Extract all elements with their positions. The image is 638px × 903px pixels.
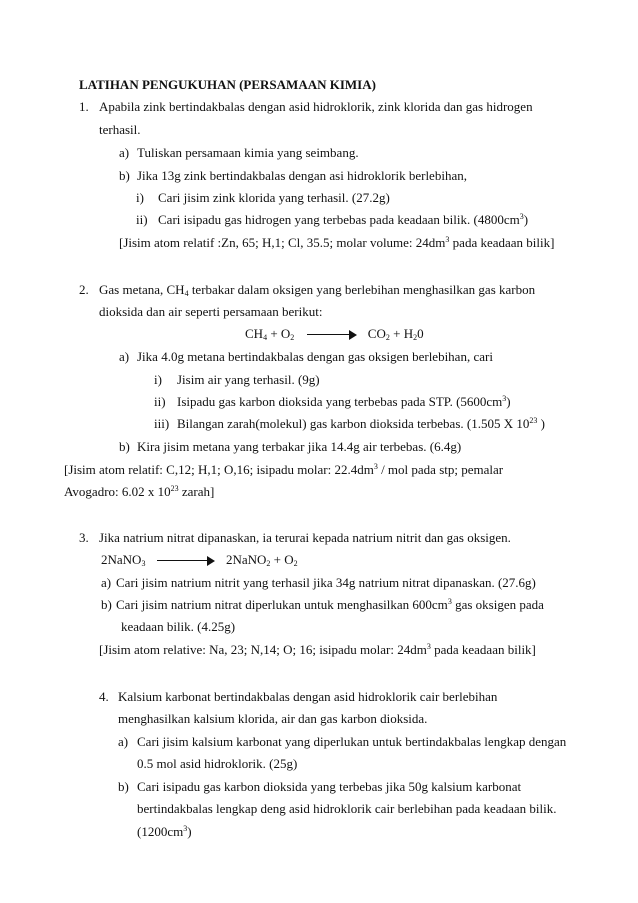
q2-text-line1: Gas metana, $CH_4$ terbakar dalam oksigen yang berlebihan menghasilkan gas karbon xyxy=(99,282,536,298)
q1bi-label: i) xyxy=(136,190,144,205)
reaction-arrow-icon xyxy=(307,330,357,340)
q2ai-label: i) xyxy=(154,372,162,387)
q4a-label: a) xyxy=(118,734,129,749)
q2ai-text: Jisim air yang terhasil. (9g) xyxy=(177,372,320,387)
q1a-text: Tuliskan persamaan kimia yang seimbang. xyxy=(137,145,359,160)
q3-atomic-info: [Jisim atom relative: Na, 23; N,14; O; 16; isipadu molar: $24dm^3$ pada keadaan bilik] xyxy=(99,642,536,657)
q2-text-line2: dioksida dan air seperti persamaan berikut: xyxy=(99,304,323,319)
q2a-text: Jika 4.0g metana bertindakbalas dengan gas oksigen berlebihan, cari xyxy=(137,349,493,364)
q4b-text-line1: Cari isipadu gas karbon dioksida yang terbebas jika 50g kalsium karbonat xyxy=(137,779,522,794)
q2b-text: Kira jisim metana yang terbakar jika 14.4g air terbebas. (6.4g) xyxy=(137,439,462,454)
q2aiii-text: Bilangan zarah(molekul) gas karbon dioksida terbebas. (1.505 X $10^{23}$ ) xyxy=(177,416,545,431)
q1bii-text: Cari isipadu gas hidrogen yang terbebas pada keadaan bilik. $(4800cm^3)$ xyxy=(158,212,529,227)
q3b-label: b) xyxy=(101,597,112,612)
q4a-text-line2: 0.5 mol asid hidroklorik. (25g) xyxy=(137,756,298,771)
q2-number: 2. xyxy=(79,282,89,297)
q3-number: 3. xyxy=(79,530,89,545)
q1-text-line2: terhasil. xyxy=(99,122,141,137)
q4-number: 4. xyxy=(99,689,109,704)
q2a-label: a) xyxy=(119,349,130,364)
q4b-text-line3: $(1200cm^3)$ xyxy=(137,824,192,839)
reaction-arrow-icon xyxy=(157,556,215,566)
page-title: LATIHAN PENGUKUHAN (PERSAMAAN KIMIA) xyxy=(79,77,376,92)
q3-equation: 2NaNO$_3$ 2NaNO$_2$ + $O_2$ xyxy=(101,552,298,568)
q1b-text: Jika 13g zink bertindakbalas dengan asi hidroklorik berlebihan, xyxy=(137,168,467,183)
q4b-label: b) xyxy=(118,779,129,794)
q4a-text-line1: Cari jisim kalsium karbonat yang diperlukan untuk bertindakbalas lengkap dengan xyxy=(137,734,567,749)
q2b-label: b) xyxy=(119,439,130,454)
q3a-label: a) xyxy=(101,575,112,590)
q1-atomic-info: [Jisim atom relatif :Zn, 65; H,1; Cl, 35.5; molar volume: $24dm^3$ pada keadaan bilik] xyxy=(119,235,555,250)
q2-atomic-info-line2: Avogadro: 6.02 x $10^{23}$ zarah] xyxy=(64,484,215,499)
q2-atomic-info-line1: [Jisim atom relatif: C,12; H,1; O,16; isipadu molar: $22.4dm^3$ / mol pada stp; pemalar xyxy=(64,462,504,477)
q4-text-line1: Kalsium karbonat bertindakbalas dengan asid hidroklorik cair berlebihan xyxy=(118,689,498,704)
q2-equation: $CH_4 + O_2$ $CO_2 + H_20$ xyxy=(245,326,424,342)
q1a-label: a) xyxy=(119,145,130,160)
q3a-text: Cari jisim natrium nitrit yang terhasil jika 34g natrium nitrat dipanaskan. (27.6g) xyxy=(116,575,536,590)
q1bii-label: ii) xyxy=(136,212,148,227)
q1-text-line1: Apabila zink bertindakbalas dengan asid hidroklorik, zink klorida dan gas hidrogen xyxy=(99,99,533,114)
q1-number: 1. xyxy=(79,99,89,114)
q4-text-line2: menghasilkan kalsium klorida, air dan gas karbon dioksida. xyxy=(118,711,428,726)
q2aii-text: Isipadu gas karbon dioksida yang terbebas pada STP. $(5600cm^3)$ xyxy=(177,394,511,409)
q1bi-text: Cari jisim zink klorida yang terhasil. (27.2g) xyxy=(158,190,390,205)
q3-text-line1: Jika natrium nitrat dipanaskan, ia terurai kepada natrium nitrit dan gas oksigen. xyxy=(99,530,511,545)
q1b-label: b) xyxy=(119,168,130,183)
q2aiii-label: iii) xyxy=(154,416,170,431)
q2aii-label: ii) xyxy=(154,394,166,409)
q3b-text-line1: Cari jisim natrium nitrat diperlukan untuk menghasilkan $600cm^3$ gas oksigen pada xyxy=(116,597,544,612)
q3b-text-line2: keadaan bilik. (4.25g) xyxy=(121,619,236,634)
q4b-text-line2: bertindakbalas lengkap deng asid hidroklorik cair berlebihan pada keadaan bilik. xyxy=(137,801,557,816)
